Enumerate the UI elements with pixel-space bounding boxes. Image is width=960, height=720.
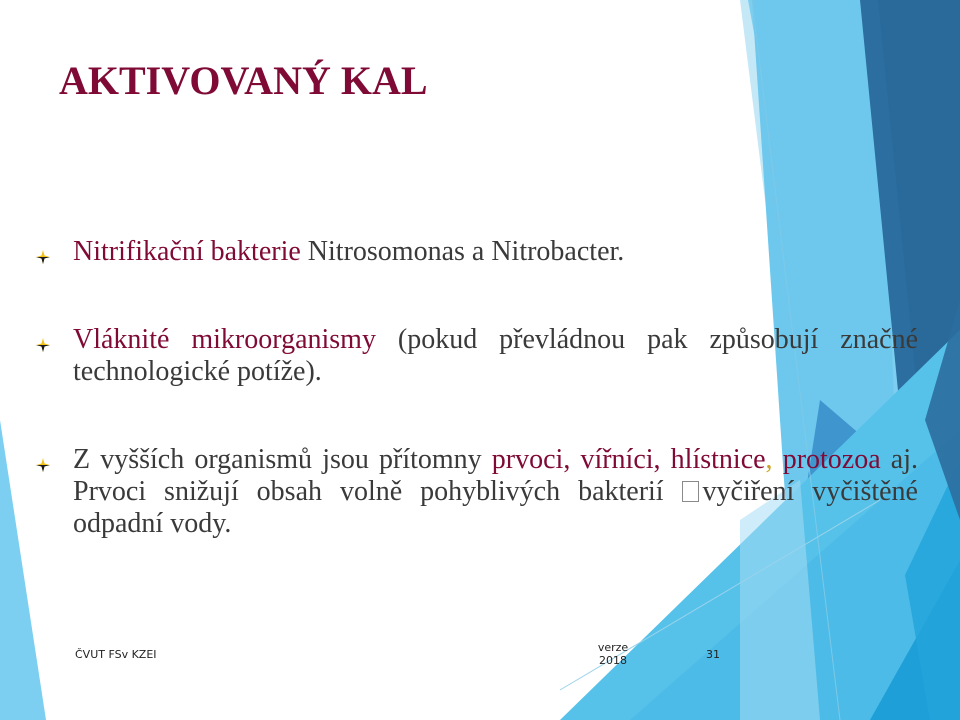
bullet-text: Z vyšších organismů jsou přítomny (73, 444, 492, 475)
bullet-list (36, 236, 918, 540)
bullet-highlight: Nitrifikační bakterie (73, 236, 301, 267)
bullet-highlight: Vláknité mikroorganismy (73, 324, 376, 355)
footer-version (592, 641, 634, 667)
footer-organization: ČVUT FSv KZEI (75, 648, 157, 661)
bullet-text: Nitrosomonas a Nitrobacter. (300, 236, 625, 267)
bullet-text: (pokud převládnou pak způsobují značné technologické potíže). (73, 324, 918, 387)
bullet-highlight: protozoa (782, 444, 881, 475)
bullet-item-higher-organisms (36, 444, 918, 540)
bullet-highlight: prvoci, vířníci, hlístnice (491, 444, 766, 475)
slide-title: AKTIVOVANÝ KAL (59, 58, 428, 103)
star-bullet-icon (36, 338, 50, 352)
bullet-item-nitrifying-bacteria (36, 236, 918, 268)
footer-version-label: verze (597, 641, 629, 654)
bullet-text: aj. Prvoci snižují obsah volně pohyblivých bakterií (73, 444, 918, 507)
bullet-gold-comma: , (765, 444, 773, 475)
missing-glyph-box-icon (682, 481, 699, 502)
bullet-item-filamentous-microorganisms (36, 324, 918, 388)
footer-page-number: 31 (706, 648, 720, 661)
footer-version-year: 2018 (599, 654, 627, 667)
bullet-text: vyčiření vyčištěné odpadní vody. (73, 476, 918, 539)
star-bullet-icon (36, 458, 50, 472)
star-bullet-icon (36, 250, 50, 264)
